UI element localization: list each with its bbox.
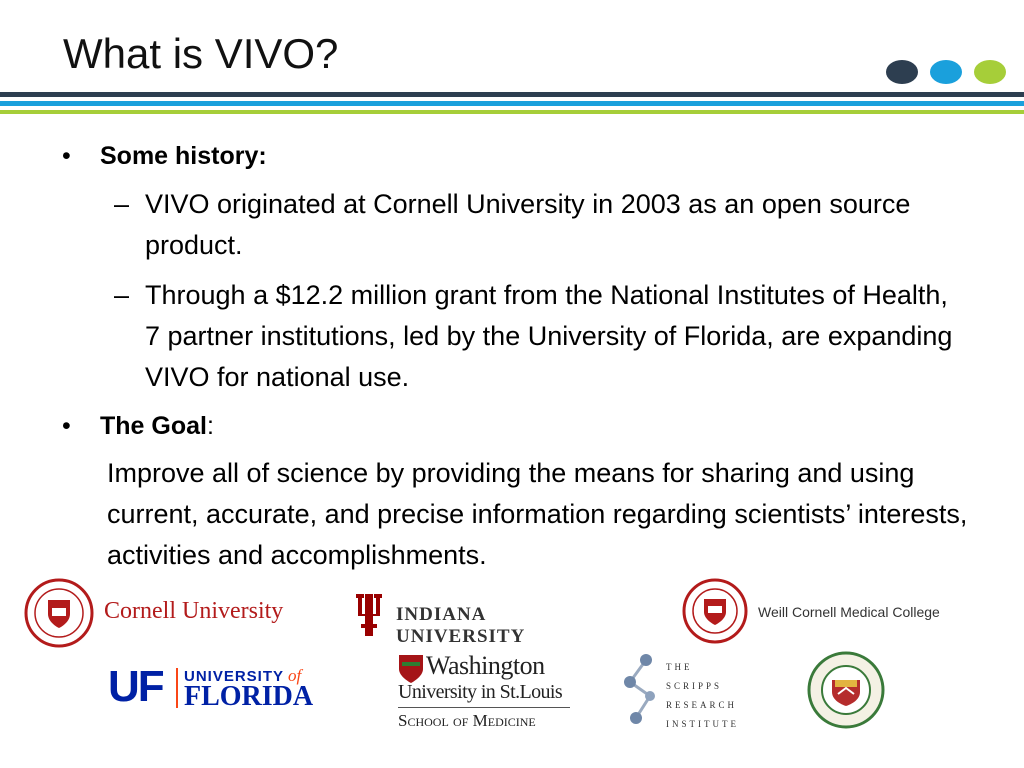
washu-line1: Washington [426, 651, 545, 680]
rule-green [0, 110, 1024, 114]
scripps-line: RESEARCH [666, 700, 738, 710]
indiana-wordmark: INDIANA UNIVERSITY [396, 604, 526, 647]
goal-colon: : [206, 412, 214, 440]
uf-monogram: UF [108, 662, 163, 711]
cornell-seal-icon [24, 578, 94, 648]
ponce-seal-icon [806, 650, 886, 730]
goal-paragraph: Improve all of science by providing the means for sharing and using current, accurate, and precise information regarding scientists’ interests, activities and accomplishments. [107, 458, 968, 570]
logo-scripps [622, 650, 739, 732]
bullet-heading [100, 406, 214, 446]
logo-ponce [806, 650, 886, 730]
scripps-line: INSTITUTE [666, 719, 739, 729]
dash-marker: – [114, 280, 130, 310]
bullet-dot: • [62, 412, 71, 440]
uf-divider [176, 668, 178, 708]
weill-wordmark: Weill Cornell Medical College [758, 604, 940, 620]
cornell-wordmark: Cornell University [104, 598, 284, 624]
rule-blue [0, 101, 1024, 106]
scripps-line: SCRIPPS [666, 681, 723, 691]
logo-indiana [354, 592, 616, 647]
bullet-dot: • [62, 142, 71, 170]
uf-of: of [288, 666, 302, 685]
dash-marker: – [114, 189, 130, 219]
sub-bullet-text: VIVO originated at Cornell University in 2003 as an open source product. [145, 189, 911, 260]
washu-rule [398, 707, 570, 708]
rule-dark [0, 92, 1024, 97]
iu-trident-icon [354, 592, 384, 636]
uf-line2: FLORIDA [184, 681, 314, 712]
logo-cornell [24, 578, 294, 652]
bullet-heading: Some history: [100, 142, 267, 170]
sub-bullet-text: Through a $12.2 million grant from the National Institutes of Health, 7 partner institutions, led by the University of Florida, are expanding VIVO for national use. [145, 280, 953, 392]
dark-dot [886, 60, 918, 84]
uf-line1: UNIVERSITY [184, 668, 285, 685]
scripps-molecule-icon [622, 652, 658, 728]
scripps-line: THE [666, 662, 693, 672]
logo-florida [108, 662, 324, 712]
goal-heading: The Goal [100, 412, 207, 440]
blue-dot [930, 60, 962, 84]
washu-line2: University in St.Louis [398, 681, 563, 703]
weill-seal-icon [682, 578, 748, 644]
green-dot [974, 60, 1006, 84]
logo-weill [682, 578, 942, 646]
washu-line3: School of Medicine [398, 711, 536, 730]
scripps-wordmark [666, 658, 739, 734]
logo-washu [396, 652, 574, 736]
slide-title: What is VIVO? [63, 30, 339, 77]
